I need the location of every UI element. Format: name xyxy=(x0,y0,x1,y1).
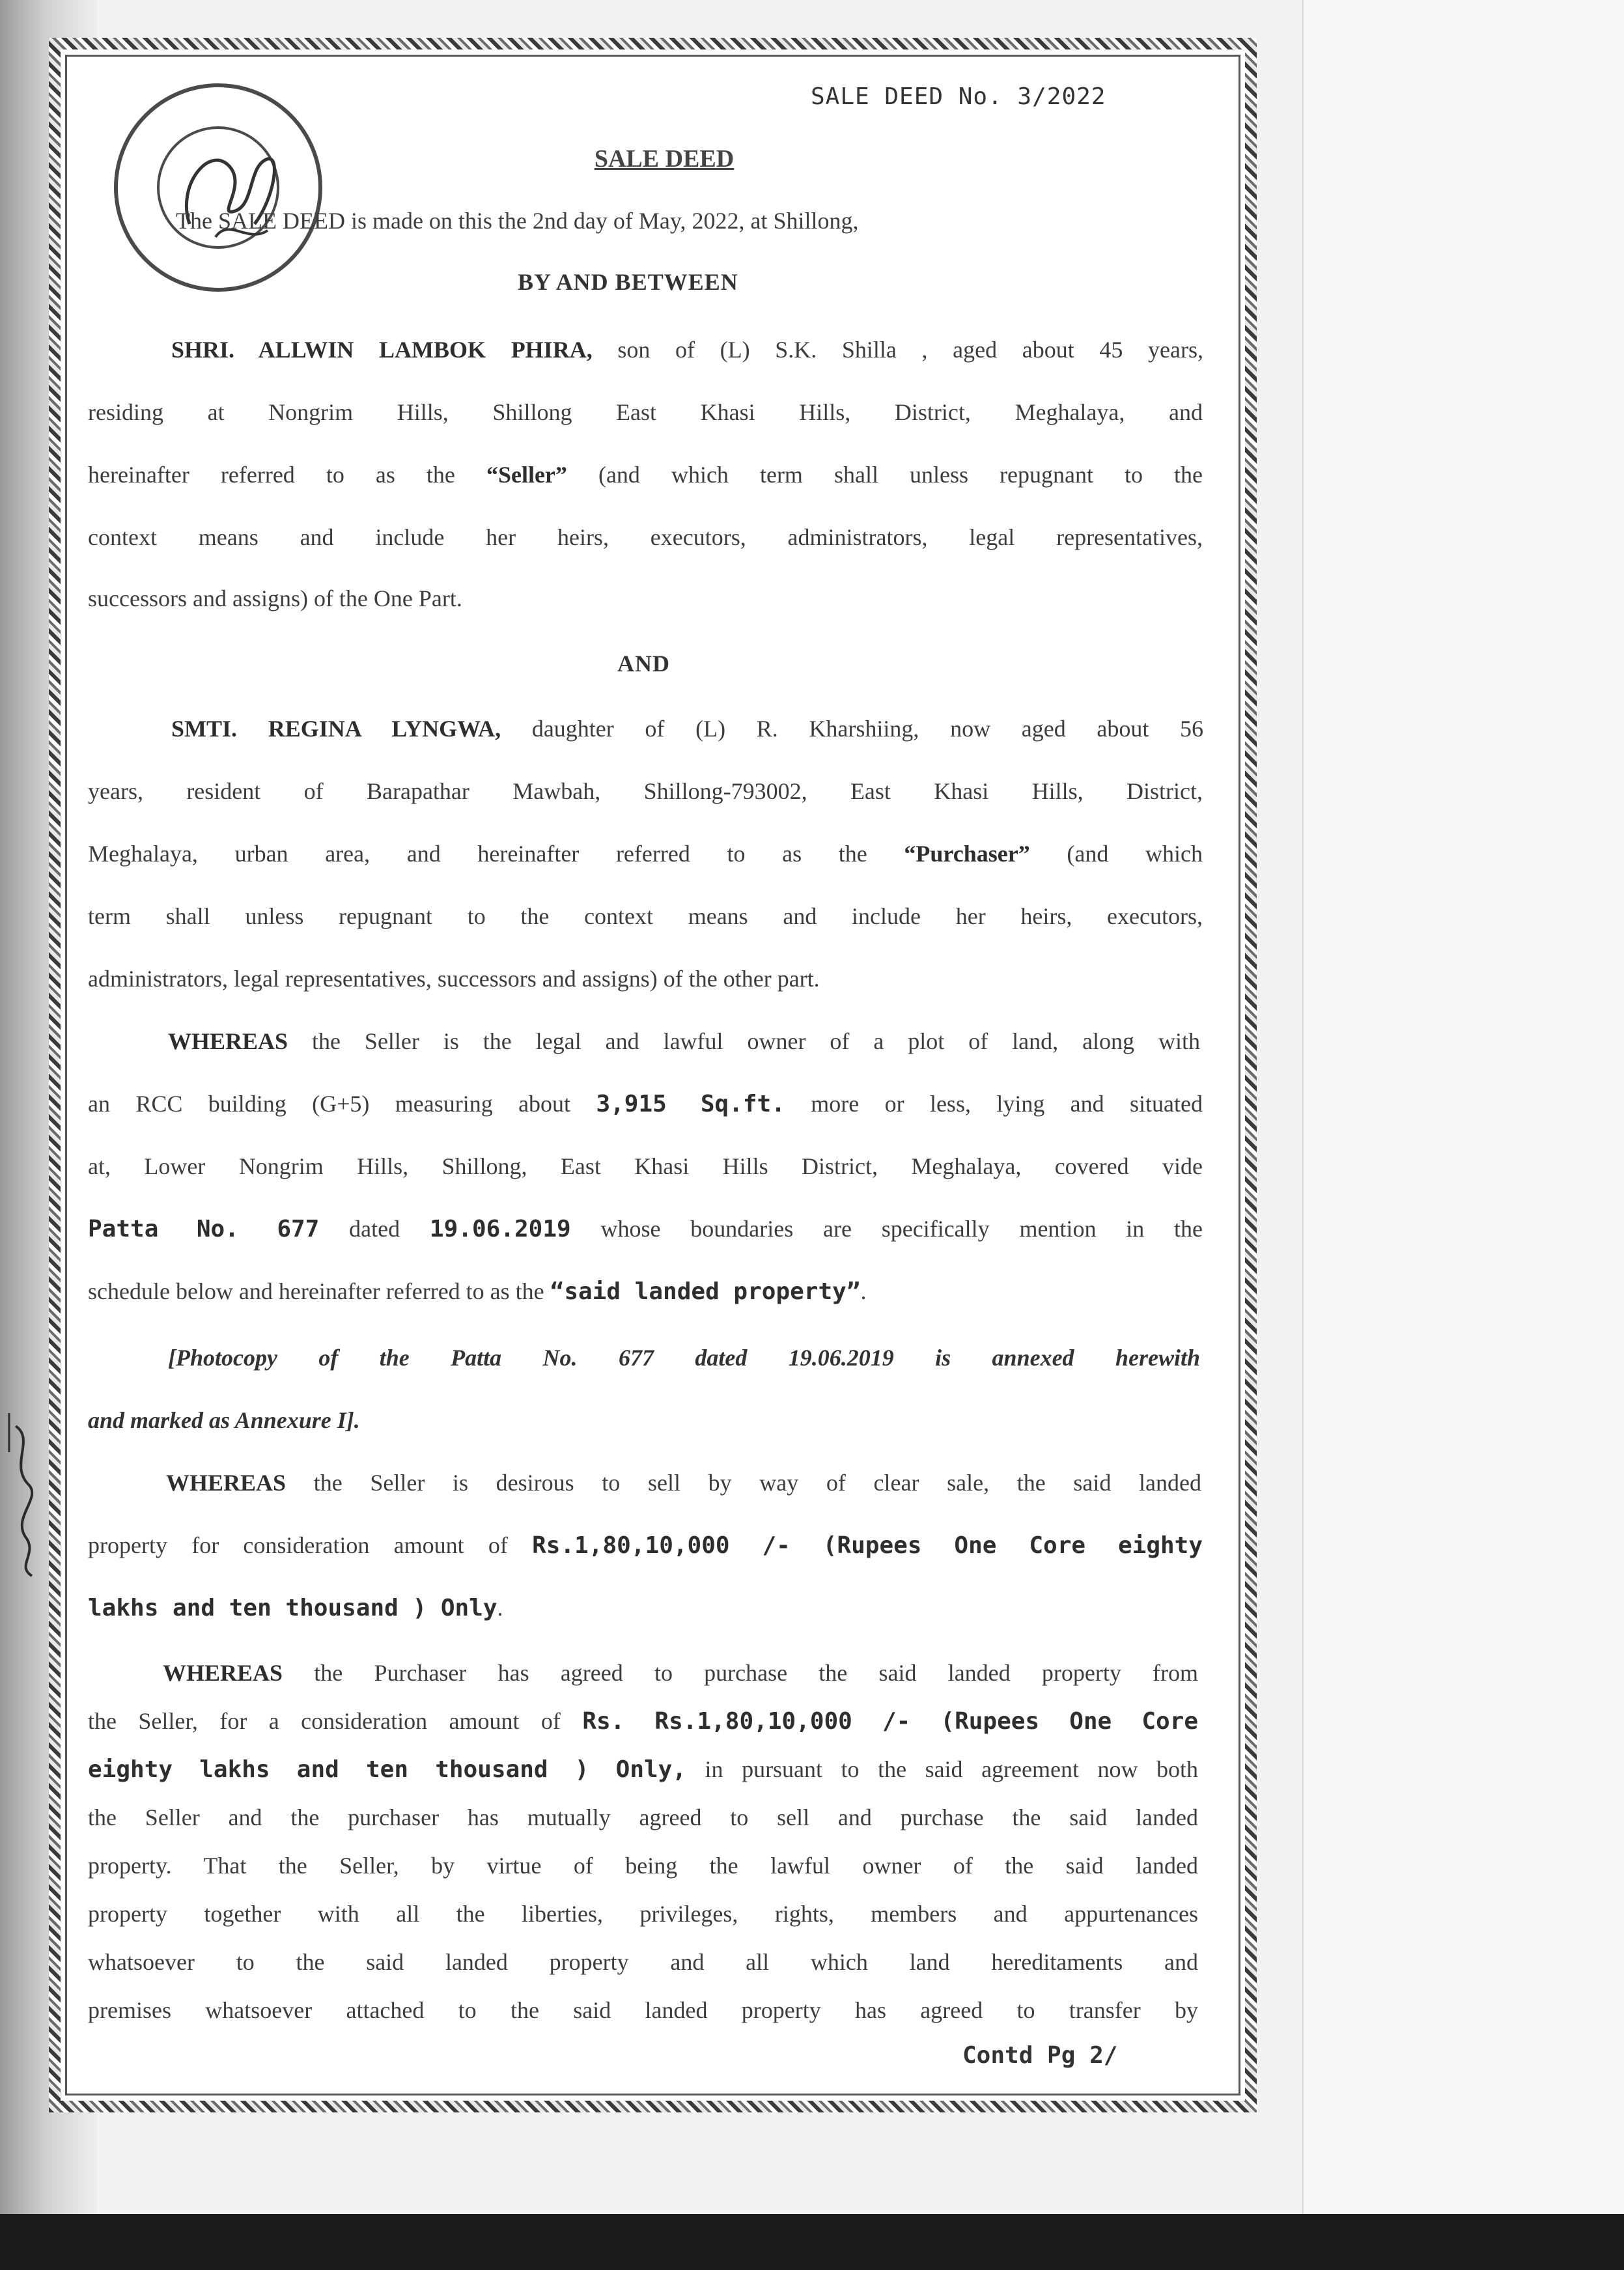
seller-line-1-text: son of (L) S.K. Shilla , aged about 45 years, xyxy=(617,337,1203,363)
purchaser-line-1 xyxy=(171,715,1203,742)
whereas1-line-2-b: more or less, lying and situated xyxy=(811,1091,1203,1117)
purchaser-line-3-a: Meghalaya, urban area, and hereinafter referred to as the xyxy=(88,841,867,867)
seller-line-1 xyxy=(171,336,1203,363)
whereas1-lead: WHEREAS xyxy=(168,1028,288,1054)
annexure-line-1: [Photocopy of the Patta No. 677 dated 19.06.2019 is annexed herewith xyxy=(168,1345,1200,1371)
whereas3-line-3 xyxy=(88,1756,1198,1783)
purchaser-line-3-b: (and which xyxy=(1067,841,1203,867)
whereas3-line-1 xyxy=(163,1659,1198,1687)
consideration-amount: Rs.1,80,10,000 /- (Rupees One Core eighty xyxy=(532,1532,1203,1559)
whereas1-line-2 xyxy=(88,1090,1203,1117)
whereas1-line-1-text: the Seller is the legal and lawful owner of a plot of land, along with xyxy=(312,1028,1200,1054)
whereas3-lead: WHEREAS xyxy=(163,1660,283,1686)
purchaser-line-5: administrators, legal representatives, successors and assigns) of the other part. xyxy=(88,966,820,992)
whereas2-line-3 xyxy=(88,1594,1203,1621)
whereas1-line-4 xyxy=(88,1215,1203,1242)
whereas1-line-4-a: dated xyxy=(349,1216,400,1242)
purchaser-term: “Purchaser” xyxy=(904,841,1030,867)
whereas2-line-3-b: . xyxy=(497,1595,503,1621)
purchaser-line-3 xyxy=(88,840,1203,867)
purchaser-line-1-text: daughter of (L) R. Kharshiing, now aged about 56 xyxy=(531,716,1204,742)
seller-term: “Seller” xyxy=(486,462,567,488)
margin-signature-icon xyxy=(3,1413,48,1582)
whereas3-line-4: the Seller and the purchaser has mutually agreed to sell and purchase the said landed xyxy=(88,1804,1198,1830)
purchaser-line-2: years, resident of Barapathar Mawbah, Shillong-793002, East Khasi Hills, District, xyxy=(88,778,1203,804)
seller-line-3-b: (and which term shall unless repugnant to the xyxy=(598,462,1203,488)
agreed-amount: Rs. Rs.1,80,10,000 /- (Rupees One Core xyxy=(582,1708,1199,1735)
whereas1-line-2-a: an RCC building (G+5) measuring about xyxy=(88,1091,571,1117)
said-landed-property-term: “said landed property” xyxy=(550,1278,861,1305)
whereas2-line-2-a: property for consideration amount of xyxy=(88,1532,508,1558)
whereas1-line-1 xyxy=(168,1028,1200,1055)
whereas2-line-1-text: the Seller is desirous to sell by way of clear sale, the said landed xyxy=(313,1470,1202,1496)
patta-date: 19.06.2019 xyxy=(429,1216,571,1242)
agreed-amount-cont: eighty lakhs and ten thousand ) Only, xyxy=(88,1756,687,1783)
scan-bottom-band xyxy=(0,2214,1624,2270)
whereas3-line-6: property together with all the liberties, privileges, rights, members and appurtenances xyxy=(88,1901,1198,1927)
whereas3-line-2-a: the Seller, for a consideration amount of xyxy=(88,1708,561,1734)
purchaser-name: SMTI. REGINA LYNGWA, xyxy=(171,716,501,742)
underlying-pages xyxy=(1302,0,1624,2270)
notary-stamp xyxy=(114,83,322,292)
whereas2-line-2 xyxy=(88,1532,1203,1559)
whereas3-line-7: whatsoever to the said landed property and all which land hereditaments and xyxy=(88,1949,1198,1975)
whereas3-line-5: property. That the Seller, by virtue of being the lawful owner of the said landed xyxy=(88,1853,1198,1879)
whereas3-line-3-b: in pursuant to the said agreement now both xyxy=(705,1756,1199,1782)
continued-page-note: Contd Pg 2/ xyxy=(962,2042,1118,2069)
and-heading: AND xyxy=(617,651,670,677)
seller-line-4: context means and include her heirs, executors, administrators, legal representatives, xyxy=(88,524,1203,550)
seller-name: SHRI. ALLWIN LAMBOK PHIRA, xyxy=(171,337,593,363)
patta-number: Patta No. 677 xyxy=(88,1216,320,1242)
whereas1-line-5-a: schedule below and hereinafter referred to as the xyxy=(88,1278,544,1304)
whereas3-line-2 xyxy=(88,1707,1198,1735)
whereas1-line-5 xyxy=(88,1278,1203,1305)
consideration-amount-cont: lakhs and ten thousand ) Only xyxy=(88,1595,497,1621)
by-and-between-heading: BY AND BETWEEN xyxy=(518,269,738,295)
whereas3-line-1-text: the Purchaser has agreed to purchase the said landed property from xyxy=(314,1660,1199,1686)
deed-number: SALE DEED No. 3/2022 xyxy=(811,83,1106,110)
whereas1-line-5-b: . xyxy=(860,1278,867,1304)
seller-line-3-a: hereinafter referred to as the xyxy=(88,462,455,488)
seller-line-3 xyxy=(88,461,1203,488)
purchaser-line-4: term shall unless repugnant to the context means and include her heirs, executors, xyxy=(88,903,1203,929)
property-area: 3,915 Sq.ft. xyxy=(596,1091,785,1117)
stamp-signature-icon xyxy=(118,87,326,296)
whereas2-line-1 xyxy=(166,1469,1201,1496)
whereas1-line-4-b: whose boundaries are specifically mention in the xyxy=(600,1216,1203,1242)
document-title: SALE DEED xyxy=(594,145,735,173)
annexure-line-2: and marked as Annexure I]. xyxy=(88,1407,360,1433)
seller-line-5: successors and assigns) of the One Part. xyxy=(88,585,462,611)
seller-line-2: residing at Nongrim Hills, Shillong East Khasi Hills, District, Meghalaya, and xyxy=(88,399,1203,425)
whereas3-line-8: premises whatsoever attached to the said landed property has agreed to transfer by xyxy=(88,1997,1198,2023)
whereas1-line-3: at, Lower Nongrim Hills, Shillong, East Khasi Hills District, Meghalaya, covered vide xyxy=(88,1153,1203,1179)
whereas2-lead: WHEREAS xyxy=(166,1470,287,1496)
intro-line: The SALE DEED is made on this the 2nd day of May, 2022, at Shillong, xyxy=(176,208,859,234)
